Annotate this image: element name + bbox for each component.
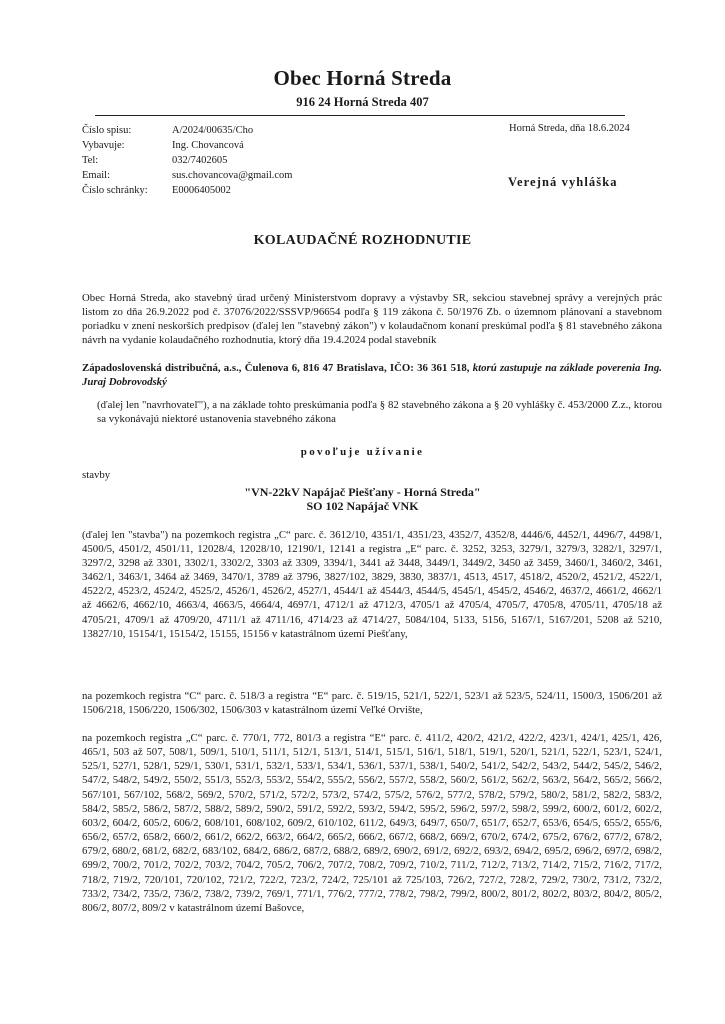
public-notice-label: Verejná vyhláška: [508, 175, 618, 189]
applicant-name: Západoslovenská distribučná, a.s., Čulenova 6, 816 47 Bratislava, IČO: 36 361 518,: [82, 362, 470, 374]
municipality-title: Obec Horná Streda: [273, 66, 452, 90]
meta-label: Číslo spisu:: [82, 125, 132, 136]
municipality-address: 916 24 Horná Streda 407: [296, 95, 429, 109]
meta-label: Číslo schránky:: [82, 185, 148, 196]
file-metadata: [82, 123, 292, 198]
intro-paragraph: Obec Horná Streda, ako stavebný úrad určený Ministerstvom dopravy a výstavby SR, sekciou stavebnej správy a verejných prác listom zo dňa 26.9.2022 pod č. 37076/2022/SSSVP/96654 podľa § 119 zákona č. 50/1976 Zb. o územnom plánovaní a stavebnom poriadku v znení neskorších predpisov (ďalej len "stavebný zákon") v kolaudačnom konaní preskúmal podľa § 81 stavebného zákona návrh na vydanie kolaudačného rozhodnutia, ktorý dňa 19.4.2024 podal stavebník: [82, 292, 662, 346]
meta-value: sus.chovancova@gmail.com: [172, 170, 293, 181]
parcels-piestany: (ďalej len "stavba") na pozemkoch registra „C“ parc. č. 3612/10, 4351/1, 4351/23, 4352/7, 4352/8, 4446/6, 4452/1, 4496/7, 4498/1, 4500/5, 4501/2, 4501/11, 12028/4, 12028/10, 12190/1, 12141 a registra „E“ parc. č. 3252, 3253, 3279/1, 3279/3, 3282/1, 3297/1, 3297/2, 3298 až 3301, 3302/1, 3302/2, 3303 až 3309, 3394/1, 3441 až 3448, 3449/1, 3449/2, 3450 až 3459, 3460/1, 3460/2, 3461, 3462/1, 3463/1, 3464 až 3469, 3470/1, 3789 až 3796, 3827/102, 3829, 3830, 3837/1, 4513, 4517, 4518/2, 4520/2, 4521/2, 4522/1, 4522/2, 4523/2, 4524/2, 4525/2, 4526/1, 4526/2, 4527/1, 4544/1 až 4544/3, 4544/5, 4545/1, 4545/2, 4546/2, 4637/2, 4661/2, 4662/1 až 4662/6, 4662/10, 4663/4, 4663/5, 4664/4, 4697/1, 4712/1 až 4712/3, 4705/1 až 4705/4, 4705/7, 4705/8, 4705/11, 4705/18 až 4705/21, 4709/1 až 4709/20, 4711/1 až 4711/16, 4714/23 až 4714/27, 5084/104, 5133, 5156, 5167/1, 5167/201, 5208 až 5210, 13827/10, 15154/1, 15154/2, 15155, 15156 v katastrálnom území Piešťany,: [82, 529, 662, 640]
applicant-representative: ktorú zastupuje na základe poverenia Ing. Juraj Dobrovodský: [82, 362, 662, 388]
meta-label: Vybavuje:: [82, 140, 125, 151]
meta-label: Tel:: [82, 155, 99, 166]
meta-value: A/2024/00635/Cho: [172, 125, 254, 136]
parcels-basovce: na pozemkoch registra „C“ parc. č. 770/1, 772, 801/3 a registra “E“ parc. č. 411/2, 420/2, 421/2, 422/2, 423/1, 424/1, 425/1, 426, 465/1, 503 až 507, 508/1, 509/1, 510/1, 511/1, 512/1, 513/1, 514/1, 515/1, 516/1, 518/1, 519/1, 520/1, 521/1, 522/1, 523/1, 524/1, 525/1, 527/1, 528/1, 529/1, 530/1, 531/1, 532/1, 533/1, 534/1, 536/1, 537/1, 538/1, 540/2, 541/2, 542/2, 543/2, 544/2, 545/2, 546/2, 547/2, 548/2, 549/2, 550/2, 551/3, 552/3, 553/2, 554/2, 555/2, 556/2, 557/2, 558/2, 560/2, 561/2, 562/2, 563/2, 564/2, 565/2, 566/2, 567/101, 567/102, 568/2, 569/2, 570/2, 571/2, 572/2, 573/2, 574/2, 575/2, 576/2, 577/2, 578/2, 579/2, 580/2, 581/2, 582/2, 583/2, 584/2, 585/2, 586/2, 587/2, 588/2, 589/2, 590/2, 591/2, 592/2, 593/2, 594/2, 595/2, 596/2, 597/2, 598/2, 599/2, 600/2, 601/2, 602/2, 603/2, 604/2, 605/2, 606/2, 608/101, 608/102, 609/2, 610/102, 611/2, 649/3, 649/7, 650/7, 651/7, 652/7, 653/6, 654/5, 655/2, 655/6, 656/2, 657/2, 658/2, 660/2, 661/2, 662/2, 663/2, 664/2, 665/2, 666/2, 667/2, 668/2, 669/2, 670/2, 674/2, 675/2, 676/2, 677/2, 678/2, 679/2, 680/2, 681/2, 682/2, 683/102, 684/2, 686/2, 687/2, 688/2, 689/2, 690/2, 691/2, 692/2, 693/2, 694/2, 695/2, 696/2, 697/2, 698/2, 699/2, 700/2, 701/2, 702/2, 703/2, 704/2, 705/2, 706/2, 707/2, 708/2, 709/2, 710/2, 711/2, 712/2, 713/2, 714/2, 715/2, 716/2, 717/2, 718/2, 719/2, 720/101, 720/102, 721/2, 722/2, 723/2, 724/2, 725/101 až 725/103, 726/2, 727/2, 728/2, 729/2, 730/2, 731/2, 732/2, 733/2, 734/2, 735/2, 736/2, 738/2, 739/2, 769/1, 771/1, 776/2, 777/2, 778/2, 798/2, 799/2, 800/2, 801/2, 802/2, 803/2, 804/2, 805/2, 806/2, 807/2, 809/2 v katastrálnom území Bašovce,: [82, 732, 662, 914]
meta-row-email: [82, 168, 292, 183]
meta-value: E0006405002: [172, 185, 231, 196]
permits-use-heading: povoľuje užívanie: [300, 446, 425, 458]
parcels-velke-orviste: na pozemkoch registra “C“ parc. č. 518/3 a registra “E“ parc. č. 519/15, 521/1, 522/1, 523/1 až 523/5, 524/11, 1500/3, 1506/201 až 1506/218, 1506/220, 1506/302, 1506/303 v katastrálnom území Veľké Orvište,: [82, 690, 662, 716]
document-heading: KOLAUDAČNÉ ROZHODNUTIE: [253, 233, 472, 248]
document-date: Horná Streda, dňa 18.6.2024: [509, 123, 630, 134]
meta-row-file-number: [82, 123, 292, 138]
construction-label: stavby: [82, 469, 111, 481]
meta-row-mailbox: [82, 183, 292, 198]
meta-value: 032/7402605: [172, 155, 228, 166]
project-subname: SO 102 Napájač VNK: [306, 499, 419, 513]
meta-row-handled-by: [82, 138, 292, 153]
header-divider: [95, 115, 625, 116]
meta-label: Email:: [82, 170, 110, 181]
meta-value: Ing. Chovancová: [172, 140, 244, 151]
meta-row-phone: [82, 153, 292, 168]
project-name: "VN-22kV Napájač Piešťany - Horná Streda": [244, 485, 481, 499]
applicant-paragraph: [82, 361, 662, 389]
legal-basis-paragraph: (ďalej len "navrhovateľ"), a na základe tohto preskúmania podľa § 82 stavebného zákona a § 20 vyhlášky č. 453/2000 Z.z., ktorou sa vykonávajú niektoré ustanovenia stavebného zákona: [97, 399, 662, 425]
